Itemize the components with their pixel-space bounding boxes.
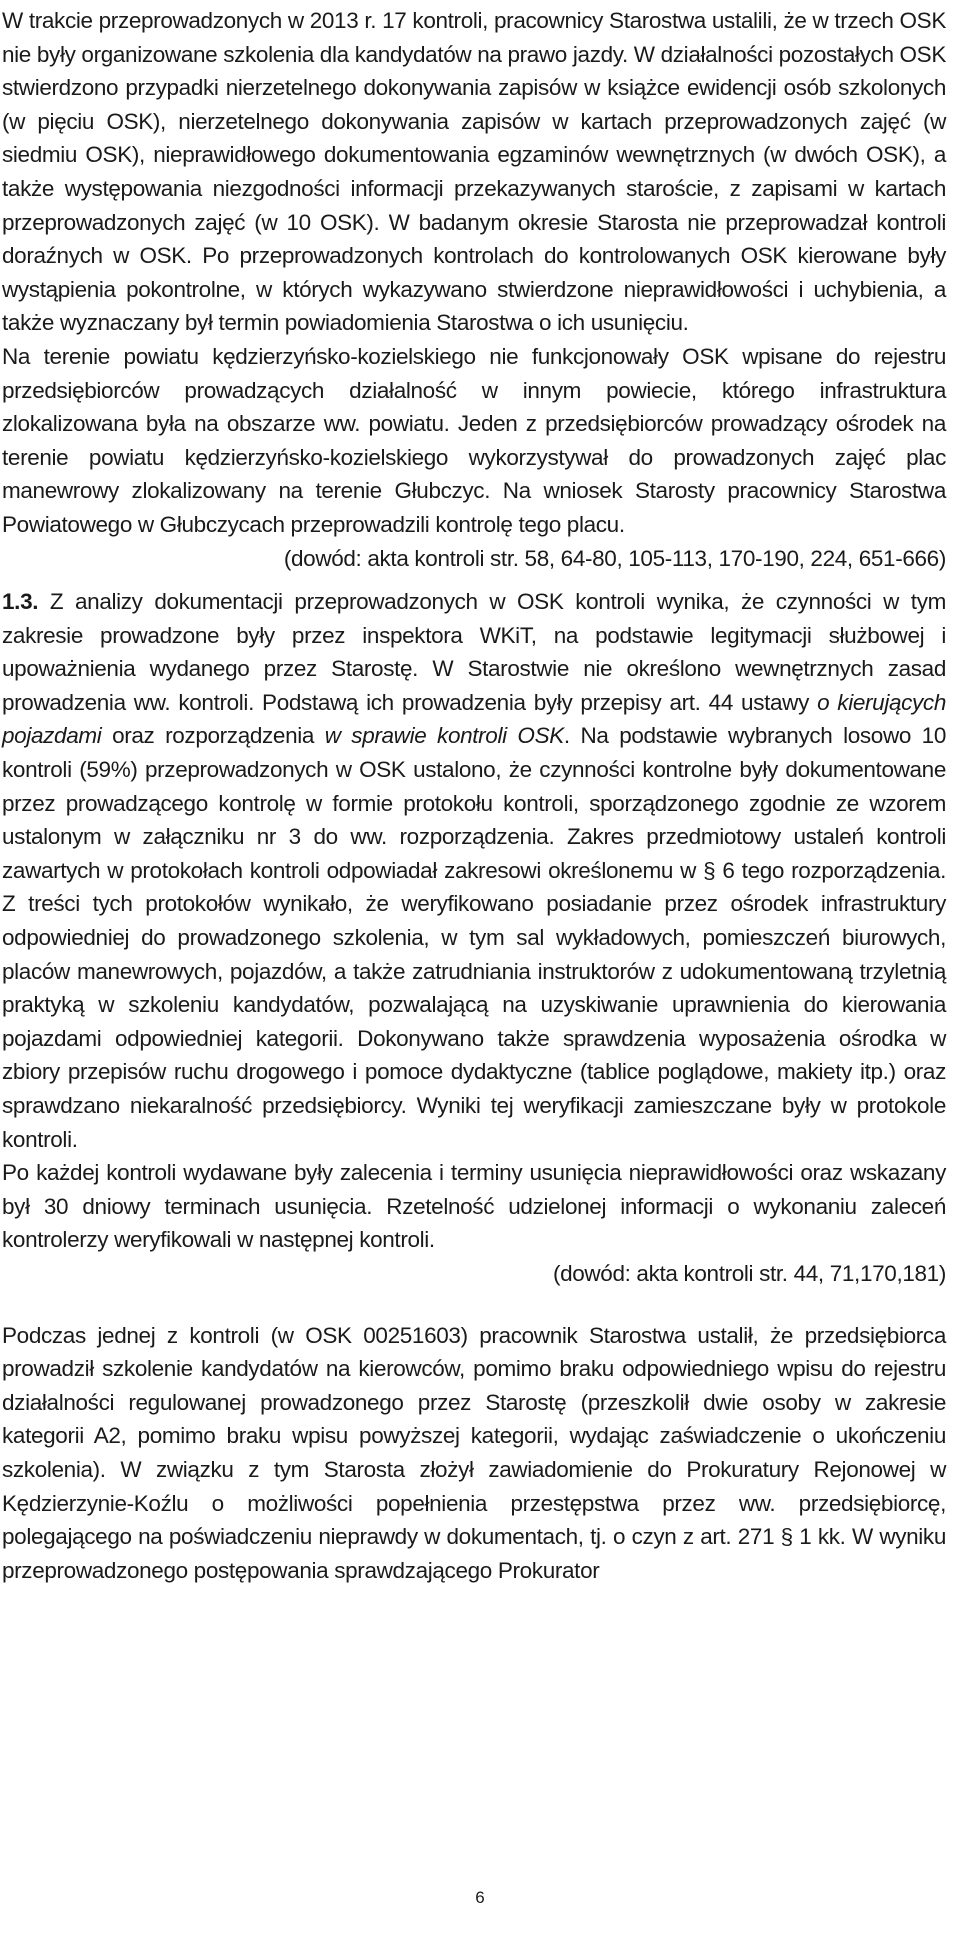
evidence-reference: (dowód: akta kontroli str. 44, 71,170,181) [552,1260,946,1286]
regulation-title: w sprawie kontroli OSK [324,723,564,749]
section-number: 1.3. [2,589,39,615]
act-title: o kierujących pojazdami [2,689,946,749]
text-run: Z analizy dokumentacji przeprowadzonych w OSK kontroli wynika, że czynności w tym zakresie prowadzone były przez inspektora WKiT, na podstawie legitymacji służbowej i upoważnienia wydanego przez Starostę. W Starostwie nie określono wewnętrznych zasad prowadzenia ww. kontroli. Podstawą ich prowadzenia były przepisy art. 44 ustawy [2,589,946,715]
text-run: oraz rozporządzenia [101,723,325,749]
evidence-reference: (dowód: akta kontroli str. 58, 64-80, 105-113, 170-190, 224, 651-666) [283,545,946,571]
paragraph-prosecution: Podczas jednej z kontroli (w OSK 00251603) pracownik Starostwa ustalił, że przedsiębiorca prowadził szkolenie kandydatów na kierowców, pomimo braku odpowiedniego wpisu do rejestru działalności regulowanej prowadzonego przez Starostę (przeszkolił dwie osoby w zakresie kategorii A2, pomimo braku wpisu powyższej kategorii, wydając zaświadczenie o ukończeniu szkolenia). W związku z tym Starosta złożył zawiadomienie do Prokuratury Rejonowej w Kędzierzynie-Koźlu o możliwości popełnienia przestępstwa przez ww. przedsiębiorcę, polegającego na poświadczeniu nieprawdy w dokumentach, tj. o czyn z art. 271 § 1 kk. W wyniku przeprowadzonego postępowania sprawdzającego Prokurator [2,1322,946,1583]
text-run: . Na podstawie wybranych losowo 10 kontroli (59%) przeprowadzonych w OSK ustalono, że czynności kontrolne były dokumentowane przez prowadzącego kontrolę w formie protokołu kontroli, sporządzonego zgodnie ze wzorem ustalonym w załączniku nr 3 do ww. rozporządzenia. Zakres przedmiotowy ustaleń kontroli zawartych w protokołach kontroli odpowiadał zakresowi określonemu w § 6 tego rozporządzenia. Z treści tych protokołów wynikało, że weryfikowano posiadanie przez ośrodek infrastruktury odpowiedniej do prowadzonego szkolenia, w tym sal wykładowych, pomieszczeń biurowych, placów manewrowych, pojazdów, a także zatrudniania instruktorów z udokumentowaną trzyletnią praktyką w szkoleniu kandydatów, pozwalającą na uzyskiwanie uprawnienia do kierowania pojazdami odpowiedniej kategorii. Dokonywano także sprawdzenia wyposażenia ośrodka w zbiory przepisów ruchu drogowego i pomoce dydaktyczne (tablice poglądowe, makiety itp.) oraz sprawdzano niekaralność przedsiębiorcy. Wyniki tej weryfikacji zamieszczane były w protokole kontroli. [2,723,947,1152]
paragraph-inspection-findings: W trakcie przeprowadzonych w 2013 r. 17 kontroli, pracownicy Starostwa ustalili, że w trzech OSK nie były organizowane szkolenia dla kandydatów na prawo jazdy. W działalności pozostałych OSK stwierdzono przypadki nierzetelnego dokonywania zapisów w książce ewidencji osób szkolonych (w pięciu OSK), nierzetelnego dokonywania zapisów w kartach przeprowadzonych zajęć (w siedmiu OSK), nieprawidłowego dokumentowania egzaminów wewnętrznych (w dwóch OSK), a także występowania niezgodności informacji przekazywanych staroście, z zapisami w kartach przeprowadzonych zajęć (w 10 OSK). W badanym okresie Starosta nie przeprowadzał kontroli doraźnych w OSK. Po przeprowadzonych kontrolach do kontrolowanych OSK kierowane były wystąpienia pokontrolne, w których wykazywano stwierdzone nieprawidłowości i uchybienia, a także wyznaczany był termin powiadomienia Starostwa o ich usunięciu. [2,8,946,336]
spacer [2,575,946,585]
paragraph-county-osk: Na terenie powiatu kędzierzyńsko-kozielskiego nie funkcjonowały OSK wpisane do rejestru przedsiębiorców prowadzących działalność w innym powiecie, którego infrastruktura zlokalizowana była na obszarze ww. powiatu. Jeden z przedsiębiorców prowadzący ośrodek na terenie powiatu kędzierzyńsko-kozielskiego wykorzystywał do prowadzonych zajęć plac manewrowy zlokalizowany na terenie Głubczyc. Na wniosek Starosty pracownicy Starostwa Powiatowego w Głubczycach przeprowadzili kontrolę tego placu. [2,343,946,537]
paragraph-recommendations: Po każdej kontroli wydawane były zalecenia i terminy usunięcia nieprawidłowości oraz wskazany był 30 dniowy terminach usunięcia. Rzetelność udzielonej informacji o wykonaniu zaleceń kontrolerzy weryfikowali w następnej kontroli. [2,1160,946,1253]
paragraph-section-1-3 [2,585,946,1156]
spacer [2,1291,946,1319]
page-number: 6 [475,1888,485,1907]
